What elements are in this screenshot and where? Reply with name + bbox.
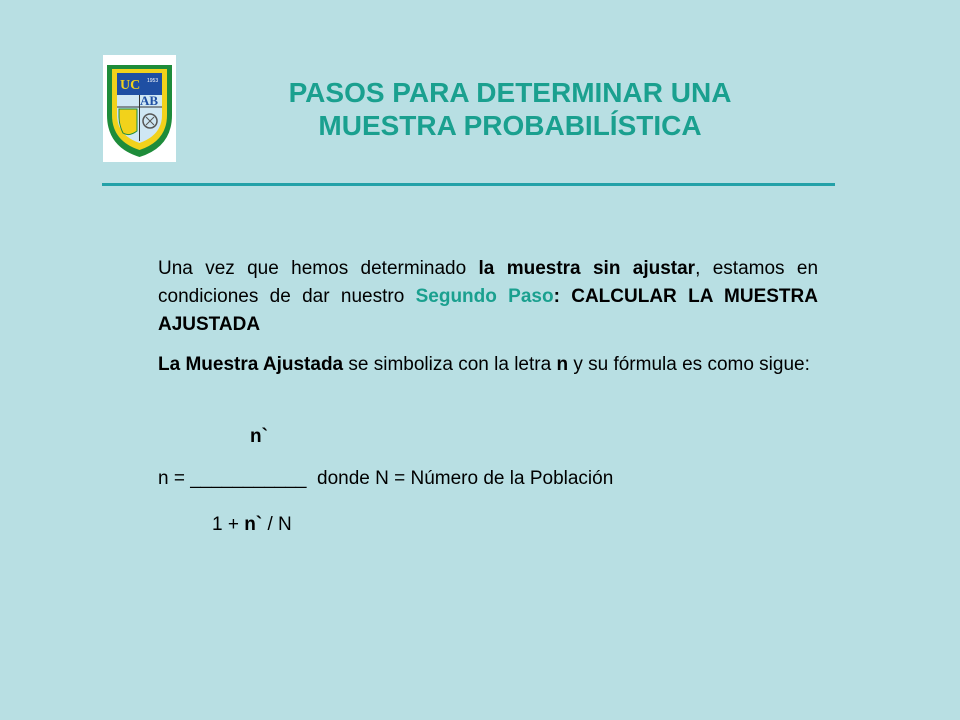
p2-bold-1: La Muestra Ajustada [158,354,344,375]
p1-bold-2: : CALCULAR LA MUESTRA AJUSTADA [158,286,818,335]
p2-bold-2: n [556,354,569,375]
den-post: / N [262,514,292,535]
title-divider [102,183,835,186]
title-line-2: MUESTRA PROBABILÍSTICA [318,110,702,141]
logo-text-bottom: AB [140,93,159,108]
p2-text-1: se simboliza con la letra [343,354,557,375]
logo-year: 1953 [147,78,159,84]
page-title [190,76,830,142]
ucab-shield-icon [103,55,176,162]
university-logo [103,55,176,162]
logo-text-top: UC [120,78,141,93]
p1-bold-1: la muestra sin ajustar [478,258,696,279]
den-bold: n` [244,514,263,535]
formula-numerator: n` [250,426,268,447]
title-line-1: PASOS PARA DETERMINAR UNA [288,77,732,108]
formula-main-line: n = ___________ donde N = Número de la Población [158,468,614,489]
p1-accent: Segundo Paso [415,286,554,307]
formula-denominator [212,514,292,536]
paragraph-definition [158,351,818,379]
p1-text-2: , estamos en condiciones de dar nuestro [158,258,819,307]
p1-text-1: Una vez que hemos determinado [158,258,479,279]
content-body [158,255,818,379]
den-pre: 1 + [212,514,245,535]
paragraph-intro [158,255,818,339]
p2-text-2: y su fórmula es como sigue: [568,354,810,375]
